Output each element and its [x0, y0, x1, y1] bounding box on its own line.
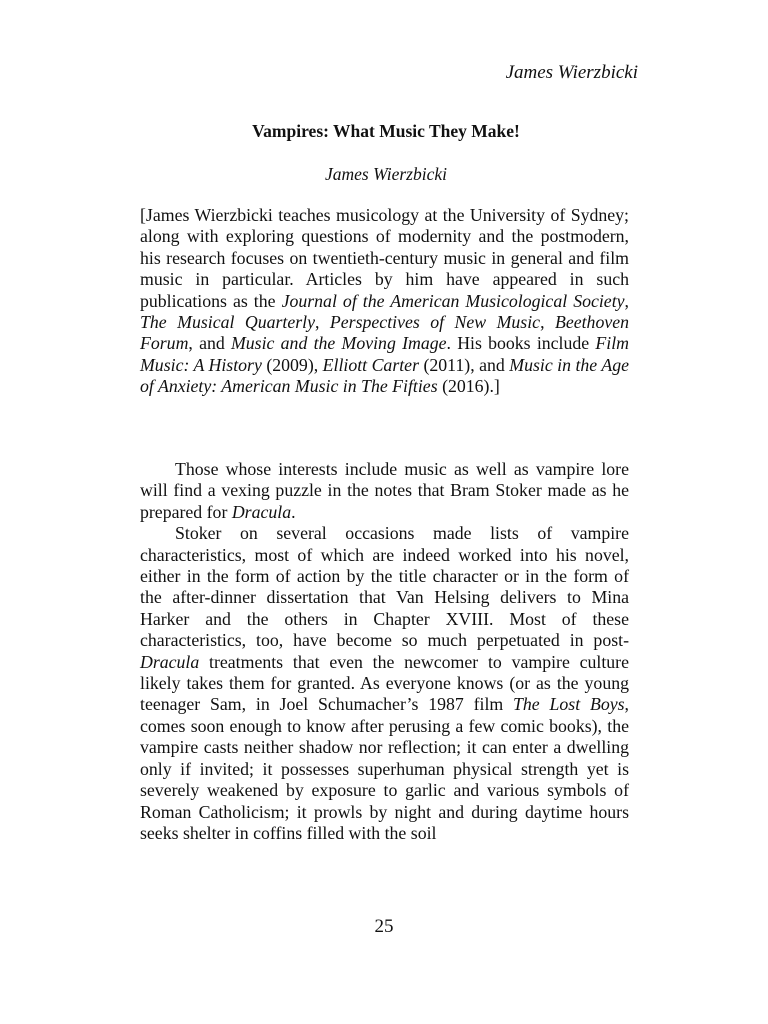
- author-bio: [140, 205, 629, 398]
- bio-text: ,: [540, 312, 555, 333]
- publication-title: Perspectives of New Music: [329, 312, 541, 333]
- bio-text: , and: [188, 333, 231, 354]
- article-author: James Wierzbicki: [325, 164, 447, 184]
- bio-text: (2016).]: [437, 376, 500, 397]
- publication-title: Music and the Moving Image: [230, 333, 447, 354]
- publication-title: Beethoven Forum: [140, 312, 630, 354]
- bio-text: (2011), and: [419, 354, 510, 375]
- bio-text: ,: [624, 290, 629, 311]
- bio-text: . His books include: [446, 333, 596, 354]
- running-head: James Wierzbicki: [505, 62, 638, 83]
- bio-text: ,: [315, 312, 330, 333]
- publication-title: Journal of the American Musicological Society: [281, 290, 625, 311]
- bio-text: (2009),: [261, 354, 323, 375]
- publication-title: The Musical Quarterly: [140, 312, 316, 333]
- body-paragraph-1: [140, 459, 629, 523]
- body-text: Those whose interests include music as well as vampire lore will find a vexing puzzle in the notes that Bram Stoker made as he prepared for: [140, 459, 629, 522]
- book-title: Music in the Age of Anxiety: American Music in The Fifties: [140, 354, 629, 397]
- film-title: The Lost Boys: [513, 694, 625, 715]
- article-body: [140, 459, 629, 844]
- article-title: Vampires: What Music They Make!: [252, 121, 520, 141]
- body-text: , comes soon enough to know after perusing a few comic books), the vampire casts neither shadow nor reflection; it can enter a dwelling only if invited; it possesses superhuman physical strength yet is severely weakened by exposure to garlic and various symbols of Roman Catholicism; it prowls by night and during daytime hours seeks shelter in coffins filled with the soil: [140, 694, 629, 843]
- novel-title: Dracula: [231, 501, 292, 522]
- page-number: 25: [374, 916, 394, 937]
- body-text: Stoker on several occasions made lists of vampire characteristics, most of which are indeed worked into his novel, either in the form of action by the title character or in the form of the after-dinner dissertation that Van Helsing delivers to Mina Harker and the others in Chapter XVIII. Most of these characteristics, too, have become so much perpetuated in post-: [140, 523, 629, 651]
- body-text: treatments that even the newcomer to vampire culture likely takes them for granted. As everyone knows (or as the young teenager Sam, in Joel Schumacher’s 1987 film: [140, 651, 629, 715]
- body-text: .: [291, 501, 296, 522]
- bio-text: [James Wierzbicki teaches musicology at the University of Sydney; along with exploring questions of modernity and the postmodern, his research focuses on twentieth-century music in general and film music in particular. Articles by him have appeared in such publications as the: [140, 205, 629, 311]
- novel-title: Dracula: [140, 651, 200, 672]
- book-title: Film Music: A History: [140, 333, 629, 375]
- body-paragraph-2: [140, 523, 629, 844]
- bio-paragraph: [140, 205, 629, 398]
- book-title: Elliott Carter: [322, 354, 419, 375]
